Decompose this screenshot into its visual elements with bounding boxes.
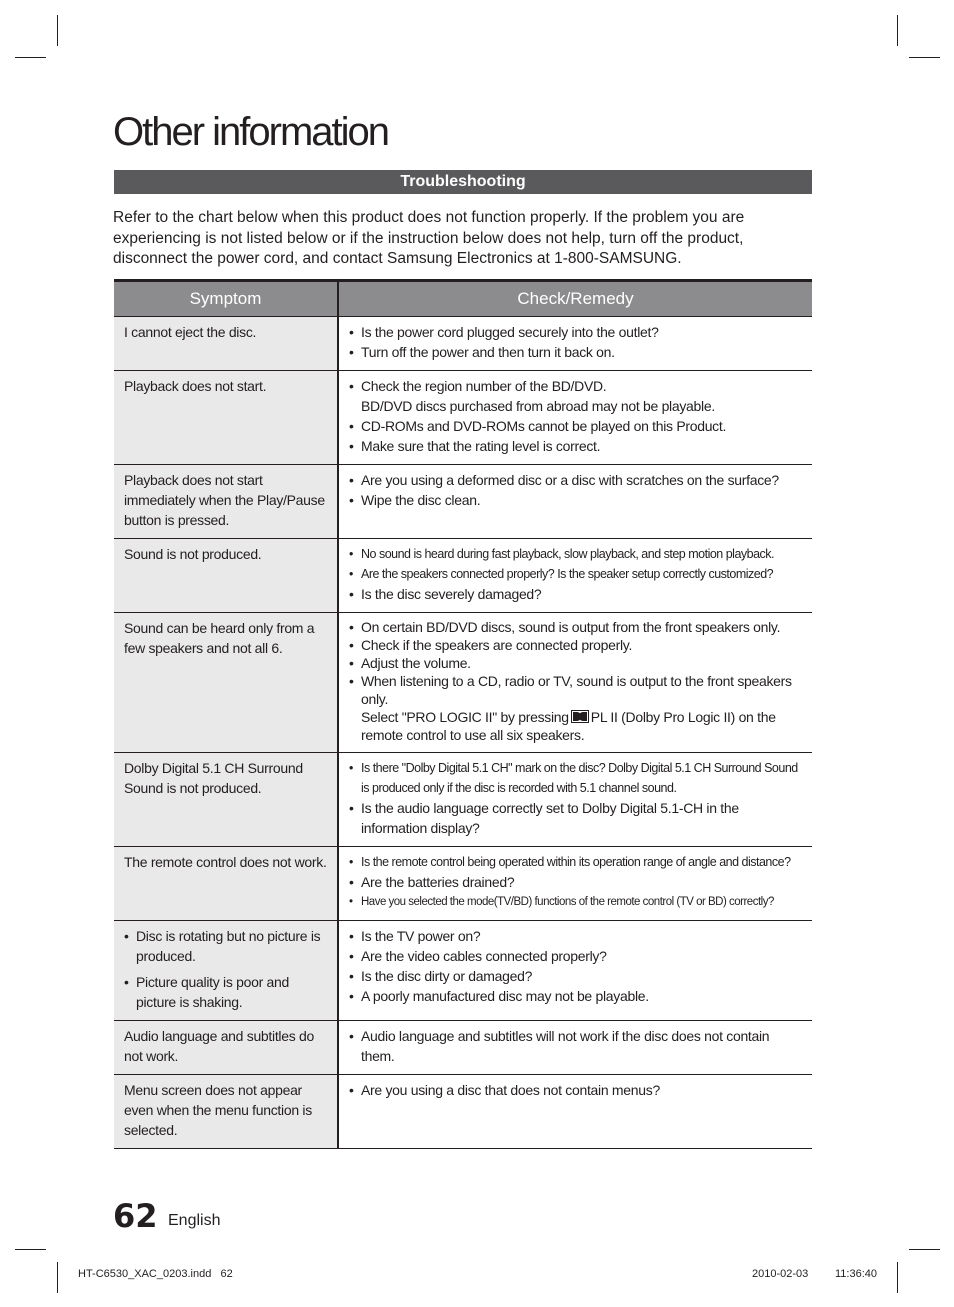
slug-date: 2010-02-03 bbox=[752, 1268, 809, 1280]
remedy-item: • Is the TV power on? bbox=[349, 926, 804, 946]
crop-mark bbox=[909, 1249, 940, 1250]
crop-mark bbox=[15, 57, 46, 58]
remedy-cell bbox=[338, 847, 812, 921]
page-title: Other information bbox=[113, 110, 389, 154]
symptom-cell: Menu screen does not appear even when the menu function is selected. bbox=[114, 1075, 338, 1149]
page-number: 62 bbox=[113, 1197, 158, 1235]
symptom-item: • Disc is rotating but no picture is produced. bbox=[124, 926, 329, 966]
remedy-cell bbox=[338, 371, 812, 465]
table-row bbox=[114, 317, 812, 371]
remedy-item: • Have you selected the mode(TV/BD) functions of the remote control (TV or BD) correctly? bbox=[349, 892, 804, 912]
remedy-cell bbox=[338, 753, 812, 847]
crop-mark bbox=[15, 1249, 46, 1250]
remedy-item: • Is the power cord plugged securely into the outlet? bbox=[349, 322, 804, 342]
remedy-item: • Is there "Dolby Digital 5.1 CH" mark on the disc? Dolby Digital 5.1 CH Surround Sound is produced only if the disc is recorded with 5.1 channel sound. bbox=[349, 758, 804, 798]
crop-mark bbox=[897, 15, 898, 46]
remedy-item bbox=[349, 376, 804, 416]
symptom-item: • Picture quality is poor and picture is shaking. bbox=[124, 972, 329, 1012]
remedy-item bbox=[349, 672, 804, 744]
remedy-text: When listening to a CD, radio or TV, sound is output to the front speakers only. bbox=[361, 673, 792, 707]
remedy-cell bbox=[338, 1021, 812, 1075]
remedy-item: • Make sure that the rating level is correct. bbox=[349, 436, 804, 456]
remedy-item: • Is the remote control being operated within its operation range of angle and distance? bbox=[349, 852, 804, 872]
slug-time: 11:36:40 bbox=[835, 1268, 878, 1280]
symptom-cell: I cannot eject the disc. bbox=[114, 317, 338, 371]
crop-mark bbox=[909, 57, 940, 58]
dolby-logo-icon bbox=[571, 710, 589, 723]
remedy-item: • Are the speakers connected properly? Is the speaker setup correctly customized? bbox=[349, 564, 804, 584]
table-row bbox=[114, 465, 812, 539]
remedy-item: • CD-ROMs and DVD-ROMs cannot be played on this Product. bbox=[349, 416, 804, 436]
symptom-cell: Dolby Digital 5.1 CH Surround Sound is not produced. bbox=[114, 753, 338, 847]
remedy-cell bbox=[338, 613, 812, 753]
remedy-item: • Is the disc dirty or damaged? bbox=[349, 966, 804, 986]
remedy-item: • Are the batteries drained? bbox=[349, 872, 804, 892]
section-header: Troubleshooting bbox=[114, 170, 812, 194]
table-row bbox=[114, 847, 812, 921]
symptom-cell: Sound is not produced. bbox=[114, 539, 338, 613]
header-remedy: Check/Remedy bbox=[338, 281, 812, 317]
remedy-item: • Are the video cables connected properly? bbox=[349, 946, 804, 966]
table-row bbox=[114, 753, 812, 847]
remedy-subtext-a: Select "PRO LOGIC II" by pressing bbox=[361, 709, 569, 725]
remedy-cell bbox=[338, 539, 812, 613]
remedy-item: • Are you using a deformed disc or a disc with scratches on the surface? bbox=[349, 470, 804, 490]
table-row bbox=[114, 1075, 812, 1149]
header-symptom: Symptom bbox=[114, 281, 338, 317]
table-row bbox=[114, 371, 812, 465]
table-row bbox=[114, 613, 812, 753]
remedy-item: • Turn off the power and then turn it back on. bbox=[349, 342, 804, 362]
remedy-cell bbox=[338, 465, 812, 539]
intro-paragraph: Refer to the chart below when this product does not function properly. If the problem you are experiencing is not listed below or if the instruction below does not help, turn off the product, disconnect the power cord, and contact Samsung Electronics at 1-800-SAMSUNG. bbox=[113, 209, 745, 267]
remedy-text: Check the region number of the BD/DVD. bbox=[361, 378, 607, 394]
remedy-cell bbox=[338, 317, 812, 371]
remedy-item: • On certain BD/DVD discs, sound is output from the front speakers only. bbox=[349, 618, 804, 636]
remedy-subtext: BD/DVD discs purchased from abroad may not be playable. bbox=[361, 398, 715, 414]
symptom-cell: Audio language and subtitles do not work. bbox=[114, 1021, 338, 1075]
crop-mark bbox=[897, 1262, 898, 1293]
remedy-subtext-b: PL II (Dolby Pro Logic II) on the remote control to use all six speakers. bbox=[361, 709, 776, 743]
remedy-item: • Check if the speakers are connected properly. bbox=[349, 636, 804, 654]
troubleshooting-table bbox=[114, 279, 812, 1149]
page-language: English bbox=[168, 1212, 221, 1229]
remedy-item: • Audio language and subtitles will not work if the disc does not contain them. bbox=[349, 1026, 804, 1066]
crop-mark bbox=[57, 15, 58, 46]
table-header-row bbox=[114, 281, 812, 317]
crop-mark bbox=[57, 1262, 58, 1293]
symptom-cell: The remote control does not work. bbox=[114, 847, 338, 921]
remedy-item: • Is the disc severely damaged? bbox=[349, 584, 804, 604]
table-row bbox=[114, 539, 812, 613]
remedy-item: • Wipe the disc clean. bbox=[349, 490, 804, 510]
remedy-item: • Adjust the volume. bbox=[349, 654, 804, 672]
remedy-item: • Are you using a disc that does not contain menus? bbox=[349, 1080, 804, 1100]
remedy-item: • A poorly manufactured disc may not be playable. bbox=[349, 986, 804, 1006]
symptom-cell bbox=[114, 921, 338, 1021]
symptom-cell: Playback does not start. bbox=[114, 371, 338, 465]
remedy-subtext bbox=[361, 708, 804, 744]
remedy-cell bbox=[338, 1075, 812, 1149]
remedy-item: • No sound is heard during fast playback, slow playback, and step motion playback. bbox=[349, 544, 804, 564]
table-row bbox=[114, 1021, 812, 1075]
symptom-cell: Playback does not start immediately when the Play/Pause button is pressed. bbox=[114, 465, 338, 539]
slug-file: HT-C6530_XAC_0203.indd 62 bbox=[78, 1268, 233, 1280]
remedy-cell bbox=[338, 921, 812, 1021]
remedy-item: • Is the audio language correctly set to Dolby Digital 5.1-CH in the information display? bbox=[349, 798, 804, 838]
table-row bbox=[114, 921, 812, 1021]
symptom-cell: Sound can be heard only from a few speakers and not all 6. bbox=[114, 613, 338, 753]
